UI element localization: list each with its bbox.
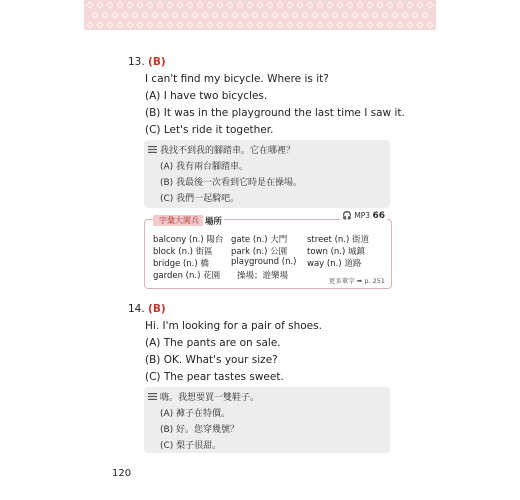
pattern-diamond <box>107 22 113 28</box>
question-14-translation-box <box>144 387 390 453</box>
pattern-diamond <box>317 2 323 8</box>
pattern-diamond <box>327 2 333 8</box>
pattern-diamond <box>127 2 133 8</box>
pattern-diamond <box>122 12 128 18</box>
question-14-option-c: (C) The pear tastes sweet. <box>145 371 284 383</box>
pattern-diamond <box>237 22 243 28</box>
more-words-reference: 更多單字 ➡ p. 251 <box>328 277 385 285</box>
answer-label: (B) <box>148 56 166 68</box>
dot-pattern <box>84 0 436 30</box>
pattern-diamond <box>362 12 368 18</box>
pattern-diamond <box>387 2 393 8</box>
pattern-diamond <box>207 2 213 8</box>
pattern-diamond <box>157 2 163 8</box>
pattern-diamond <box>287 2 293 8</box>
pattern-diamond <box>257 22 263 28</box>
page-number: 120 <box>112 468 132 479</box>
question-14-prompt: Hi. I'm looking for a pair of shoes. <box>145 320 322 332</box>
pattern-diamond <box>342 12 348 18</box>
pattern-diamond <box>172 12 178 18</box>
pattern-diamond <box>222 12 228 18</box>
pattern-diamond <box>87 2 93 8</box>
pattern-diamond <box>312 12 318 18</box>
pattern-diamond <box>352 12 358 18</box>
vocab-word-gloss: 操場；遊樂場 <box>237 271 289 281</box>
vocab-word: block (n.) 街區 <box>153 247 213 257</box>
translation-option-c: (C) 梨子很甜。 <box>160 441 222 451</box>
pattern-diamond <box>197 22 203 28</box>
list-icon <box>148 146 157 153</box>
vocab-word: playground (n.) <box>231 257 297 267</box>
pattern-diamond <box>257 2 263 8</box>
question-14-option-a: (A) The pants are on sale. <box>145 337 281 349</box>
pattern-diamond <box>427 22 433 28</box>
pattern-diamond <box>97 2 103 8</box>
pattern-diamond <box>242 12 248 18</box>
pattern-diamond <box>117 22 123 28</box>
question-13-option-a: (A) I have two bicycles. <box>145 90 268 102</box>
translation-prompt: 嗨。我想要買一雙鞋子。 <box>160 393 260 403</box>
mp3-track-number: 66 <box>372 211 385 221</box>
pattern-diamond <box>367 22 373 28</box>
pattern-diamond <box>407 22 413 28</box>
pattern-diamond <box>157 22 163 28</box>
vocab-word: street (n.) 街道 <box>307 235 369 245</box>
pattern-diamond <box>302 12 308 18</box>
pattern-diamond <box>132 12 138 18</box>
pattern-diamond <box>247 22 253 28</box>
pattern-diamond <box>317 22 323 28</box>
pattern-diamond <box>147 22 153 28</box>
pattern-diamond <box>387 22 393 28</box>
vocabulary-box <box>144 211 392 289</box>
pattern-diamond <box>282 12 288 18</box>
pattern-diamond <box>202 12 208 18</box>
pattern-diamond <box>217 2 223 8</box>
pattern-diamond <box>97 22 103 28</box>
pattern-diamond <box>357 22 363 28</box>
vocab-word: gate (n.) 大門 <box>231 235 288 245</box>
pattern-diamond <box>417 2 423 8</box>
pattern-diamond <box>147 2 153 8</box>
pattern-diamond <box>92 12 98 18</box>
pattern-diamond <box>192 12 198 18</box>
pattern-diamond <box>347 22 353 28</box>
pattern-diamond <box>367 2 373 8</box>
translation-option-a: (A) 褲子在特價。 <box>160 409 231 419</box>
pattern-diamond <box>232 12 238 18</box>
pattern-diamond <box>237 2 243 8</box>
pattern-diamond <box>412 12 418 18</box>
vocab-badge: 字彙大闖兵 <box>153 215 205 226</box>
pattern-diamond <box>262 12 268 18</box>
pattern-diamond <box>292 12 298 18</box>
pattern-diamond <box>347 2 353 8</box>
pattern-diamond <box>287 22 293 28</box>
pattern-diamond <box>402 12 408 18</box>
pattern-diamond <box>337 2 343 8</box>
pattern-diamond <box>392 12 398 18</box>
vocab-theme: 場所 <box>205 217 223 227</box>
vocab-word: bridge (n.) 橋 <box>153 259 209 269</box>
pattern-diamond <box>137 22 143 28</box>
translation-option-c: (C) 我們一起騎吧。 <box>160 194 240 204</box>
pattern-diamond <box>187 2 193 8</box>
pattern-diamond <box>277 2 283 8</box>
question-number: 14. <box>128 303 145 315</box>
pattern-diamond <box>247 2 253 8</box>
vocab-word: garden (n.) 花園 <box>153 271 221 281</box>
question-13-header <box>128 56 166 68</box>
pattern-diamond <box>277 22 283 28</box>
pattern-diamond <box>227 2 233 8</box>
translation-option-b: (B) 我最後一次看到它時是在操場。 <box>160 178 303 188</box>
pattern-diamond <box>337 22 343 28</box>
pattern-diamond <box>102 12 108 18</box>
pattern-diamond <box>167 22 173 28</box>
pattern-diamond <box>422 12 428 18</box>
pattern-diamond <box>407 2 413 8</box>
mp3-label: MP3 <box>354 211 371 220</box>
pattern-diamond <box>327 22 333 28</box>
pattern-diamond <box>297 2 303 8</box>
pattern-diamond <box>417 22 423 28</box>
answer-label: (B) <box>148 303 166 315</box>
pattern-diamond <box>307 22 313 28</box>
pattern-diamond <box>107 2 113 8</box>
pattern-diamond <box>212 12 218 18</box>
pattern-diamond <box>162 12 168 18</box>
pattern-diamond <box>377 2 383 8</box>
pattern-diamond <box>357 2 363 8</box>
pattern-diamond <box>177 22 183 28</box>
vocab-word: balcony (n.) 陽台 <box>153 235 224 245</box>
question-number: 13. <box>128 56 145 68</box>
pattern-diamond <box>382 12 388 18</box>
pattern-diamond <box>182 12 188 18</box>
question-14-option-b: (B) OK. What's your size? <box>145 354 278 366</box>
pattern-diamond <box>127 22 133 28</box>
pattern-diamond <box>427 2 433 8</box>
vocab-word: town (n.) 城鎮 <box>307 247 365 257</box>
pattern-diamond <box>227 22 233 28</box>
list-icon <box>148 393 157 400</box>
question-13-option-c: (C) Let's ride it together. <box>145 124 274 136</box>
pattern-diamond <box>397 22 403 28</box>
pattern-diamond <box>377 22 383 28</box>
pattern-diamond <box>372 12 378 18</box>
pattern-diamond <box>272 12 278 18</box>
pattern-diamond <box>177 2 183 8</box>
decorative-header-band <box>84 0 436 30</box>
pattern-diamond <box>297 22 303 28</box>
vocab-word: park (n.) 公園 <box>231 247 288 257</box>
mp3-track <box>340 211 387 221</box>
pattern-diamond <box>152 12 158 18</box>
pattern-diamond <box>397 2 403 8</box>
pattern-diamond <box>217 22 223 28</box>
pattern-diamond <box>142 12 148 18</box>
translation-option-a: (A) 我有兩台腳踏車。 <box>160 162 249 172</box>
question-13-translation-box <box>144 140 390 208</box>
pattern-diamond <box>117 2 123 8</box>
pattern-diamond <box>137 2 143 8</box>
question-13-prompt: I can't find my bicycle. Where is it? <box>145 73 329 85</box>
pattern-diamond <box>322 12 328 18</box>
vocab-word: way (n.) 道路 <box>307 259 362 269</box>
pattern-diamond <box>112 12 118 18</box>
pattern-diamond <box>307 2 313 8</box>
translation-prompt: 我找不到我的腳踏車。它在哪裡？ <box>160 146 296 156</box>
pattern-diamond <box>87 22 93 28</box>
pattern-diamond <box>207 22 213 28</box>
question-14-header <box>128 303 166 315</box>
pattern-diamond <box>167 2 173 8</box>
headphones-icon: 🎧 <box>341 211 352 220</box>
pattern-diamond <box>187 22 193 28</box>
pattern-diamond <box>252 12 258 18</box>
question-13-option-b: (B) It was in the playground the last time I saw it. <box>145 107 405 119</box>
pattern-diamond <box>197 2 203 8</box>
translation-option-b: (B) 好。您穿幾號？ <box>160 425 240 435</box>
pattern-diamond <box>332 12 338 18</box>
pattern-diamond <box>267 2 273 8</box>
pattern-diamond <box>267 22 273 28</box>
